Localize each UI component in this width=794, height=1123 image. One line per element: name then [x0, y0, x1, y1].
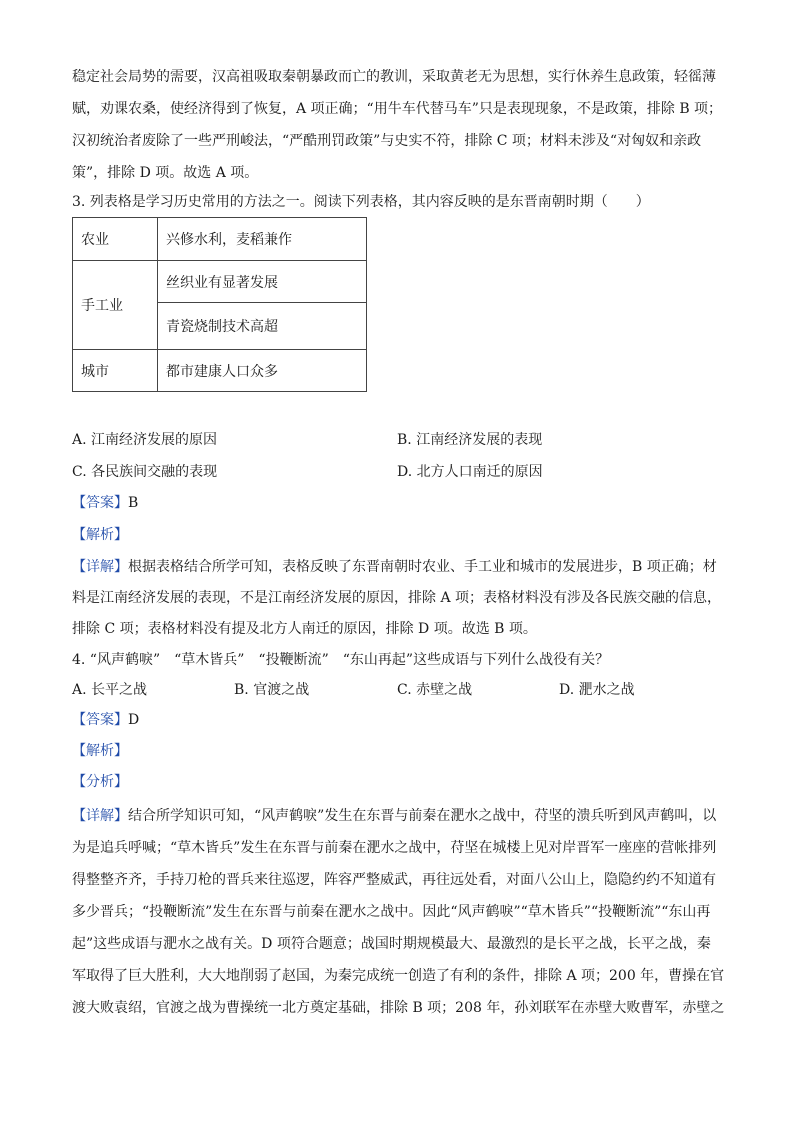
question-4-stem: 4. “风声鹤唳” “草木皆兵” “投鞭断流” “东山再起”这些成语与下列什么战役有关？ [72, 652, 610, 668]
q4-detail-line-3: 得整整齐齐，手持刀枪的晋兵来往巡逻，阵容严整威武，再往远处看，对面八公山上，隐隐约约不知道有 [72, 872, 716, 888]
intro-line-1: 稳定社会局势的需要，汉高祖吸取秦朝暴政而亡的教训，采取黄老无为思想，实行休养生息政策，轻徭薄 [72, 69, 716, 85]
analysis-tag: 【解析】 [72, 743, 128, 759]
q3-detail-line-1 [72, 557, 717, 577]
detail-text: 结合所学知识可知，“风声鹤唳”发生在东晋与前秦在淝水之战中，苻坚的溃兵听到风声鹤叫，以 [128, 808, 717, 824]
analysis-tag: 【解析】 [72, 527, 128, 543]
table-cell-craft-value-2: 青瓷烧制技术高超 [158, 303, 367, 350]
q4-option-a: A. 长平之战 [72, 682, 148, 698]
question-3-stem: 3. 列表格是学习历史常用的方法之一。阅读下列表格，其内容反映的是东晋南朝时期（ ） [72, 194, 650, 210]
q4-fenxi-tag [72, 772, 128, 792]
fenxi-tag: 【分析】 [72, 774, 128, 790]
q3-answer [72, 493, 138, 513]
q3-option-b: B. 江南经济发展的表现 [397, 432, 543, 448]
detail-tag: 【详解】 [72, 808, 128, 824]
q4-answer [72, 710, 139, 730]
table-cell-city-label: 城市 [73, 350, 158, 392]
answer-value: D [128, 712, 140, 728]
q3-option-c: C. 各民族间交融的表现 [72, 464, 218, 480]
table-cell-craft-value-1: 丝织业有显著发展 [158, 261, 367, 303]
answer-tag: 【答案】 [72, 712, 128, 728]
table-row [73, 261, 367, 303]
q3-option-a: A. 江南经济发展的原因 [72, 432, 218, 448]
answer-value: B [128, 495, 139, 511]
q3-analysis-tag [72, 525, 128, 545]
table-cell-city-value: 都市建康人口众多 [158, 350, 367, 392]
q3-detail-line-2: 料是江南经济发展的表现，不是江南经济发展的原因，排除 A 项；表格材料没有涉及各民族交融的信息， [72, 590, 722, 606]
q3-option-d: D. 北方人口南迁的原因 [397, 464, 543, 480]
intro-line-2: 赋，劝课农桑，使经济得到了恢复，A 项正确；“用牛车代替马车”只是表现现象，不是政策，排除 B 项； [72, 101, 723, 117]
q4-detail-line-5: 起”这些成语与淝水之战有关。D 项符合题意；战国时期规模最大、最激烈的是长平之战，长平之战，秦 [72, 936, 711, 952]
q4-option-d: D. 淝水之战 [559, 682, 635, 698]
intro-line-3: 汉初统治者废除了一些严刑峻法，“严酷刑罚政策”与史实不符，排除 C 项；材料未涉及“对匈奴和亲政 [72, 133, 702, 149]
table-row [73, 218, 367, 261]
answer-tag: 【答案】 [72, 495, 128, 511]
q4-detail-line-7: 渡大败袁绍，官渡之战为曹操统一北方奠定基础，排除 B 项；208 年，孙刘联军在赤壁大败曹军，赤壁之 [72, 1000, 725, 1016]
q3-detail-line-3: 排除 C 项；表格材料没有提及北方人南迁的原因，排除 D 项。故选 B 项。 [72, 621, 537, 637]
q4-detail-line-4: 多少晋兵；“投鞭断流”发生在东晋与前秦在淝水之战中。因此“风声鹤唳”“草木皆兵”“投鞭断流”“东山再 [72, 904, 711, 920]
q4-detail-line-6: 军取得了巨大胜利，大大地削弱了赵国，为秦完成统一创造了有利的条件，排除 A 项；200 年，曹操在官 [72, 968, 725, 984]
intro-line-4: 策”，排除 D 项。故选 A 项。 [72, 165, 259, 181]
economy-table [72, 217, 367, 392]
detail-tag: 【详解】 [72, 559, 128, 575]
table-cell-agri-label: 农业 [73, 218, 158, 261]
q4-detail-line-1 [72, 806, 716, 826]
q4-detail-line-2: 为是追兵呼喊；“草木皆兵”发生在东晋与前秦在淝水之战中，苻坚在城楼上见对岸晋军一座座的营帐排列 [72, 840, 717, 856]
table-cell-agri-value: 兴修水利，麦稻兼作 [158, 218, 367, 261]
q4-option-c: C. 赤壁之战 [397, 682, 473, 698]
q4-analysis-tag [72, 741, 128, 761]
table-row [73, 350, 367, 392]
table-cell-craft-label: 手工业 [73, 261, 158, 350]
detail-text: 根据表格结合所学可知，表格反映了东晋南朝时农业、手工业和城市的发展进步，B 项正确；材 [128, 559, 717, 575]
q4-option-b: B. 官渡之战 [234, 682, 310, 698]
